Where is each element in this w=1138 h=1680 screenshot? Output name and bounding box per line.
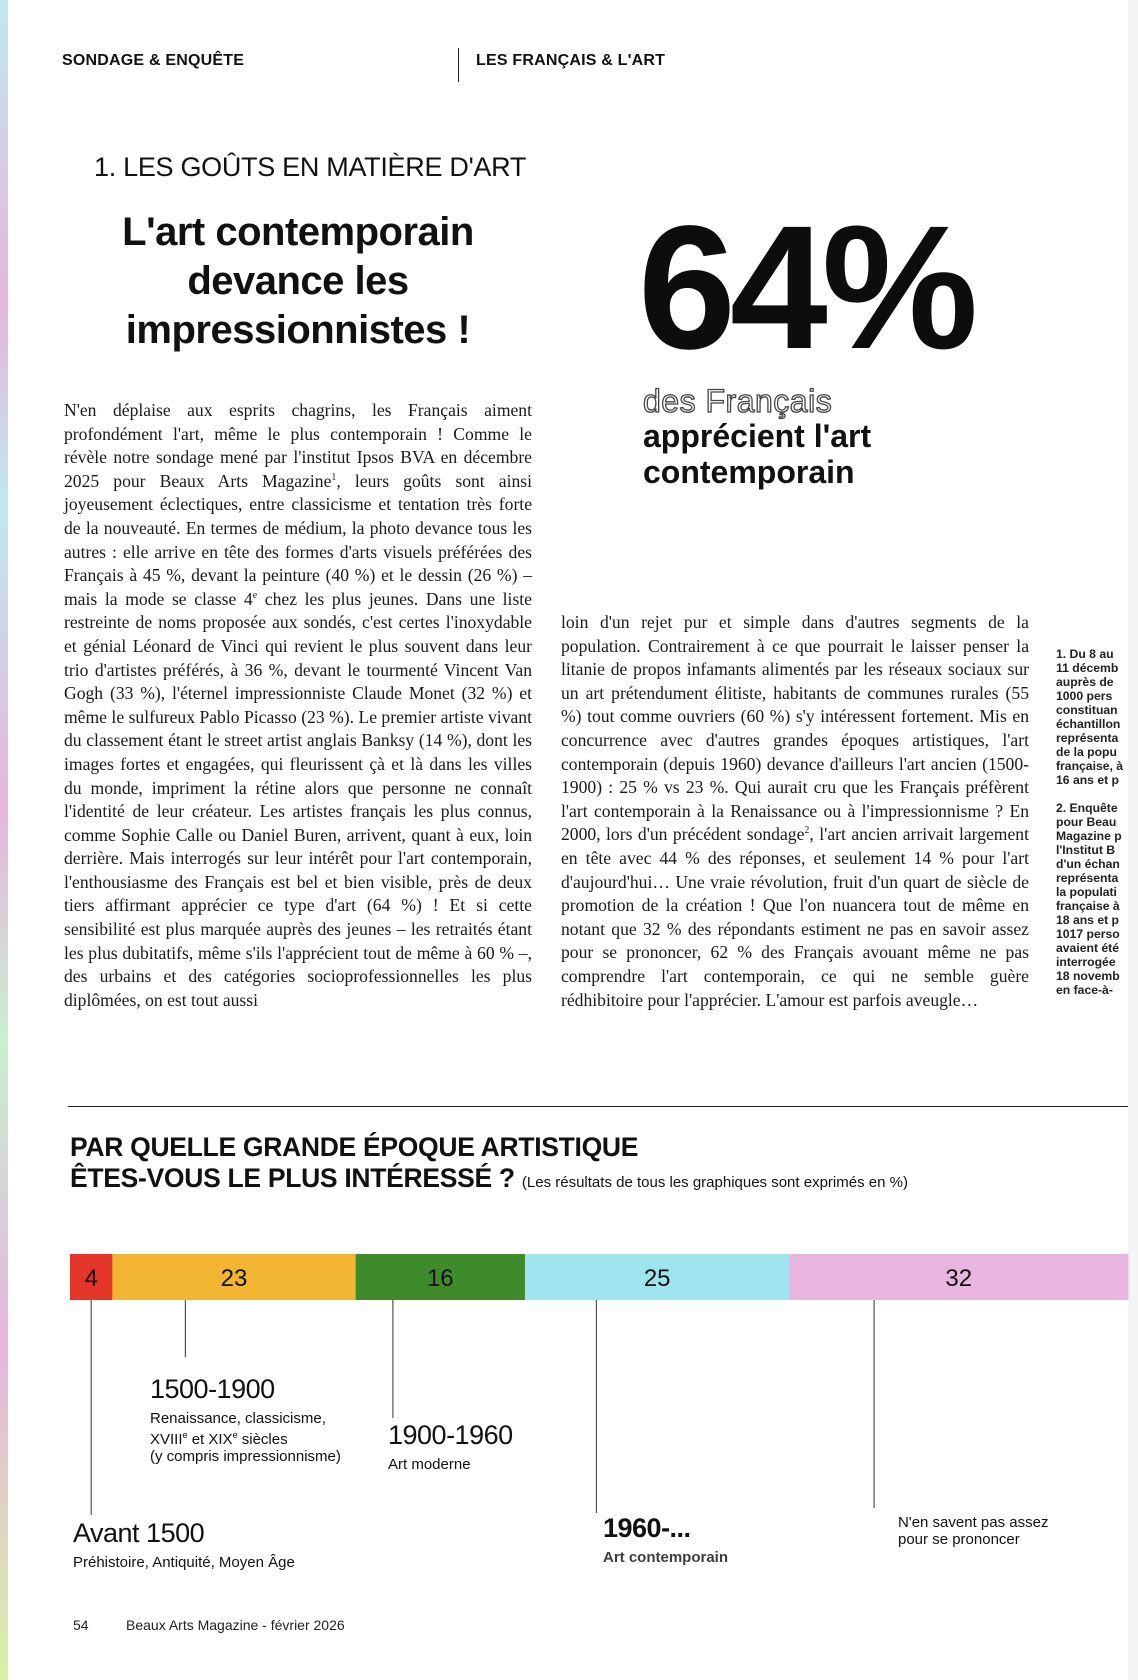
period-description: Art moderne — [388, 1456, 471, 1473]
period-1500-1900 — [150, 1374, 341, 1465]
chart-note: (Les résultats de tous les graphiques sont exprimés en %) — [521, 1174, 908, 1191]
footnote-line: française à — [1056, 899, 1120, 913]
page-number: 54 — [73, 1617, 89, 1633]
big-stat-outline-text: des Français — [643, 383, 833, 419]
footnote-ref-2: 2 — [804, 825, 810, 837]
footnote-line: pour Beau — [1056, 815, 1117, 829]
period-desc-line: (y compris impressionnisme) — [150, 1448, 341, 1465]
footnote-line: en face-à- — [1056, 983, 1113, 997]
footnote-line: 18 novemb — [1056, 969, 1120, 983]
footnote-line: 16 ans et p — [1056, 773, 1119, 787]
article-text: , leurs goûts sont ainsi joyeusement éclectiques, entre classicisme et tentation très forte de la nouveauté. En termes de médium, la photo devance tous les autres : elle arrive en tête des formes d'arts visuels préférées des Français à 45 %, devant la peinture (40 %) et le dessin (26 %) – mais la mode se classe 4 — [64, 470, 533, 609]
period-title: 1900-1960 — [388, 1420, 513, 1450]
footnote-line: d'un échan — [1056, 857, 1120, 871]
period-title: 1500-1900 — [150, 1374, 275, 1404]
big-stat-description: apprécient l'art contemporain — [643, 418, 872, 490]
period-description — [898, 1514, 1048, 1548]
period-desc-line: pour se prononcer — [898, 1531, 1020, 1548]
period-dont-know — [898, 1514, 1048, 1548]
footnote-line: interrogée — [1056, 955, 1116, 969]
article-text: N'en déplaise aux esprits chagrins, les Français aiment profondément l'art, même le plus contemporain ! Comme le révèle notre sondage mené par l'institut Ipsos BVA en décembre 2025 pour Beaux Arts Magazine — [64, 400, 532, 491]
bar-value-label: 23 — [220, 1265, 248, 1292]
footnote-line: 1000 pers — [1056, 689, 1113, 703]
headline: L'art contemporain devance les impressionnistes ! — [122, 210, 474, 352]
bar-value-label: 25 — [643, 1265, 671, 1292]
footnote-line: 1017 perso — [1056, 927, 1120, 941]
article-text: chez les plus jeunes. Dans une liste restreinte de noms proposée aux sondés, c'est certes l'inoxydable et génial Léonard de Vinci qui revient le plus souvent dans leur trio d'artistes préférés, à 36 %, devant le tourmenté Vincent Van Gogh (33 %), l'éternel impressionniste Claude Monet (32 %) et même le sulfureux Pablo Picasso (23 %). Le premier artiste vivant du classement étant le street artist anglais Banksy (14 %), dont les images fortes et engagées, qui fleurissent çà et là dans les villes du monde, impriment la rétine alors que personne ne connaît l'identité de leur créateur. Les artistes français les plus connus, comme Sophie Calle ou Daniel Buren, arrivent, quant à eux, loin derrière. Mais interrogés sur leur intérêt pour l'art contemporain, l'enthousiasme des Français est bel et bien visible, près de deux tiers affirmant apprécier ce type d'art (64 %) ! Et si cette sensibilité est plus marquée auprès des jeunes – les retraités étant les plus dubitatifs, même s'ils l'apprécient tout de même à 60 % –, des urbains et des catégories socioprofessionnelles les plus diplômées, on est tout aussi — [64, 588, 532, 1010]
bar-value-label: 32 — [945, 1265, 973, 1292]
ordinal-suffix: e — [252, 589, 258, 601]
footnote-line: 11 décemb — [1056, 661, 1119, 675]
footnote-line: représenta — [1056, 871, 1119, 885]
period-desc-line: XVIIIe et XIXe siècles — [150, 1430, 288, 1448]
period-1900-1960 — [388, 1420, 513, 1473]
period-desc-line: Renaissance, classicisme, — [150, 1410, 326, 1427]
footnote-line: représenta — [1056, 731, 1119, 745]
footnote-ref-1: 1 — [331, 471, 337, 483]
bar-value-label: 16 — [426, 1265, 454, 1292]
period-before-1500 — [73, 1518, 295, 1571]
period-description: Préhistoire, Antiquité, Moyen Âge — [73, 1554, 295, 1571]
footnote-line: 1. Du 8 au — [1056, 647, 1114, 661]
period-desc-line: N'en savent pas assez — [898, 1514, 1049, 1531]
magazine-name: Beaux Arts Magazine - février 2026 — [126, 1617, 345, 1633]
footnote-line: la populati — [1056, 885, 1117, 899]
footnote-line: auprès de — [1056, 675, 1114, 689]
bar-value-label: 4 — [84, 1265, 98, 1292]
footnote-line: l'Institut B — [1056, 843, 1116, 857]
chart-title-line-1: PAR QUELLE GRANDE ÉPOQUE ARTISTIQUE — [70, 1132, 639, 1162]
article-text: , l'art ancien arrivait largement en tête avec 44 % des réponses, et seulement 14 % pour l'art d'aujourd'hui… Une vraie révolution, fruit d'un quart de siècle de promotion de la création ! Que l'on nuancera tout de même en notant que 32 % des répondants estiment ne pas en savoir assez pour se prononcer, 62 % des Français avouant même ne pas comprendre l'art contemporain, ce qui ne semble guère rédhibitoire pour l'apprécier. L'amour est parfois aveugle… — [561, 824, 1029, 1010]
big-stat-value: 64% — [638, 190, 973, 386]
section-label: 1. LES GOÛTS EN MATIÈRE D'ART — [94, 152, 527, 182]
footnote-line: avaient été — [1056, 941, 1120, 955]
period-description — [150, 1410, 341, 1465]
period-description: Art contemporain — [603, 1549, 729, 1566]
period-1960-onwards — [603, 1513, 728, 1566]
footnote-line: 18 ans et p — [1056, 913, 1119, 927]
period-title: Avant 1500 — [73, 1518, 205, 1548]
article-text: loin d'un rejet pur et simple dans d'autres segments de la population. Contrairement à ce que pourrait le laisser penser la litanie de propos infamants alimentés par les réseaux sociaux sur un art prétendument élitiste, habitants de communes rurales (55 %) tout comme ouvriers (60 %) s'y intéressent fortement. Mis en concurrence avec d'autres grandes époques artistiques, l'art contemporain (depuis 1960) devance d'ailleurs l'art ancien (1500-1900) : 25 % vs 23 %. Qui aurait cru que les Français préfèrent l'art contemporain à la Renaissance ou à l'impressionnisme ? En 2000, lors d'un précédent sondage — [561, 612, 1029, 845]
chart-title-line-2: ÊTES-VOUS LE PLUS INTÉRESSÉ ? — [70, 1163, 515, 1193]
footnote-line: Magazine p — [1056, 829, 1122, 843]
footnote-line: échantillon — [1056, 717, 1121, 731]
footnote-line: française, à — [1056, 759, 1124, 773]
running-head-section: SONDAGE & ENQUÊTE — [62, 52, 245, 69]
footnote-line: constituan — [1056, 703, 1118, 717]
footnote-line: de la popu — [1056, 745, 1117, 759]
running-head-topic: LES FRANÇAIS & L'ART — [476, 52, 666, 69]
footnote-line: 2. Enquête — [1056, 801, 1118, 815]
period-title: 1960-... — [603, 1513, 691, 1543]
